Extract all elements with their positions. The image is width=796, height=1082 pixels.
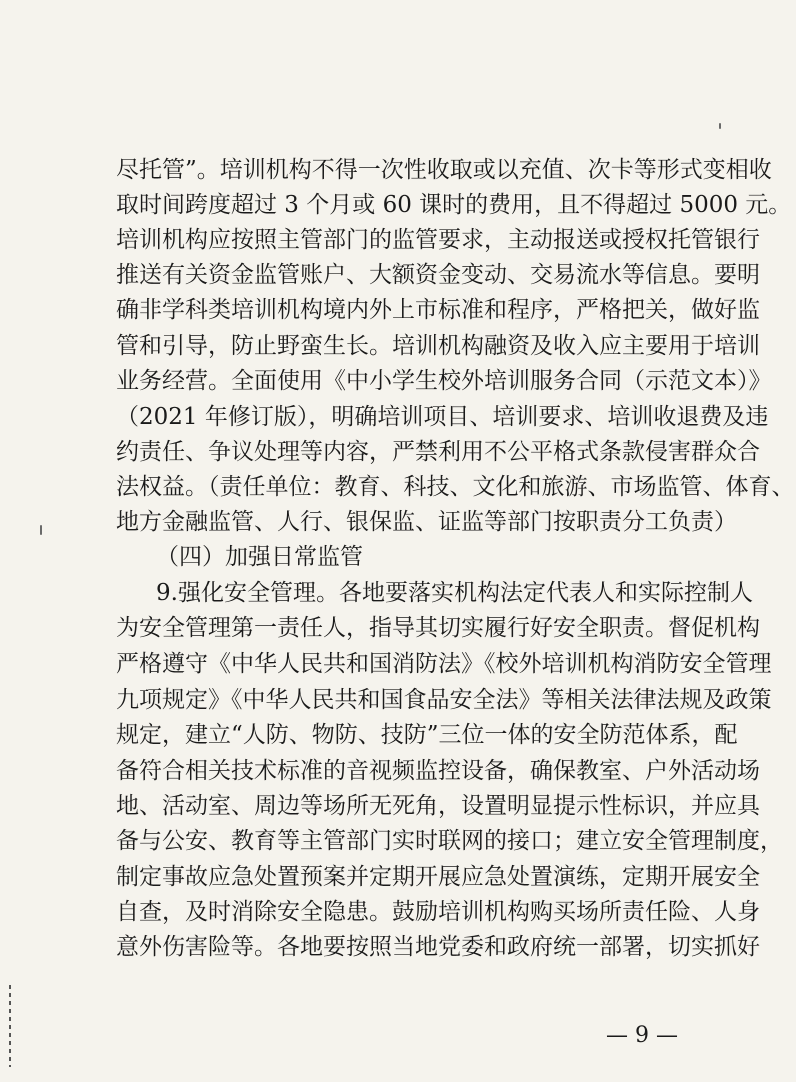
scan-speck	[40, 525, 42, 535]
text-line: 约责任、争议处理等内容，严禁利用不公平格式条款侵害群众合	[116, 439, 760, 465]
text-line: 业务经营。全面使用《中小学生校外培训服务合同（示范文本）》	[116, 368, 772, 394]
text-line: 培训机构应按照主管部门的监管要求，主动报送或授权托管银行	[116, 227, 760, 253]
section-heading: （四）加强日常监管	[156, 544, 363, 570]
binding-mark	[9, 985, 11, 1067]
text-line: 规定，建立“人防、物防、技防”三位一体的安全防范体系，配	[116, 722, 738, 748]
text-line: 备与公安、教育等主管部门实时联网的接口；建立安全管理制度，	[116, 828, 783, 854]
text-line: 九项规定》《中华人民共和国食品安全法》等相关法律法规及政策	[116, 687, 772, 713]
text-line: 地、活动室、周边等场所无死角，设置明显提示性标识，并应具	[116, 793, 760, 819]
text-line: 法权益。（责任单位：教育、科技、文化和旅游、市场监管、体育、	[116, 474, 795, 500]
text-line: 管和引导，防止野蛮生长。培训机构融资及收入应主要用于培训	[116, 333, 760, 359]
text-line: 意外伤害险等。各地要按照当地党委和政府统一部署，切实抓好	[116, 934, 760, 960]
text-line: 尽托管”。培训机构不得一次性收取或以充值、次卡等形式变相收	[116, 157, 772, 183]
text-line: 为安全管理第一责任人，指导其切实履行好安全职责。督促机构	[116, 615, 760, 641]
paragraph-start: 9.强化安全管理。各地要落实机构法定代表人和实际控制人	[156, 580, 753, 606]
scan-speck	[719, 123, 721, 129]
text-line: 制定事故应急处置预案并定期开展应急处置演练，定期开展安全	[116, 864, 760, 890]
text-line: （2021 年修订版），明确培训项目、培训要求、培训收退费及违	[116, 404, 769, 430]
page-number: — 9 —	[606, 1023, 678, 1048]
text-line: 取时间跨度超过 3 个月或 60 课时的费用，且不得超过 5000 元。	[116, 192, 792, 218]
text-line: 严格遵守《中华人民共和国消防法》《校外培训机构消防安全管理	[116, 651, 772, 677]
text-line: 确非学科类培训机构境内外上市标准和程序，严格把关，做好监	[116, 297, 760, 323]
text-line: 地方金融监管、人行、银保监、证监等部门按职责分工负责）	[116, 509, 737, 535]
text-line: 备符合相关技术标准的音视频监控设备，确保教室、户外活动场	[116, 758, 760, 784]
text-line: 自查，及时消除安全隐患。鼓励培训机构购买场所责任险、人身	[116, 899, 760, 925]
text-line: 推送有关资金监管账户、大额资金变动、交易流水等信息。要明	[116, 262, 760, 288]
